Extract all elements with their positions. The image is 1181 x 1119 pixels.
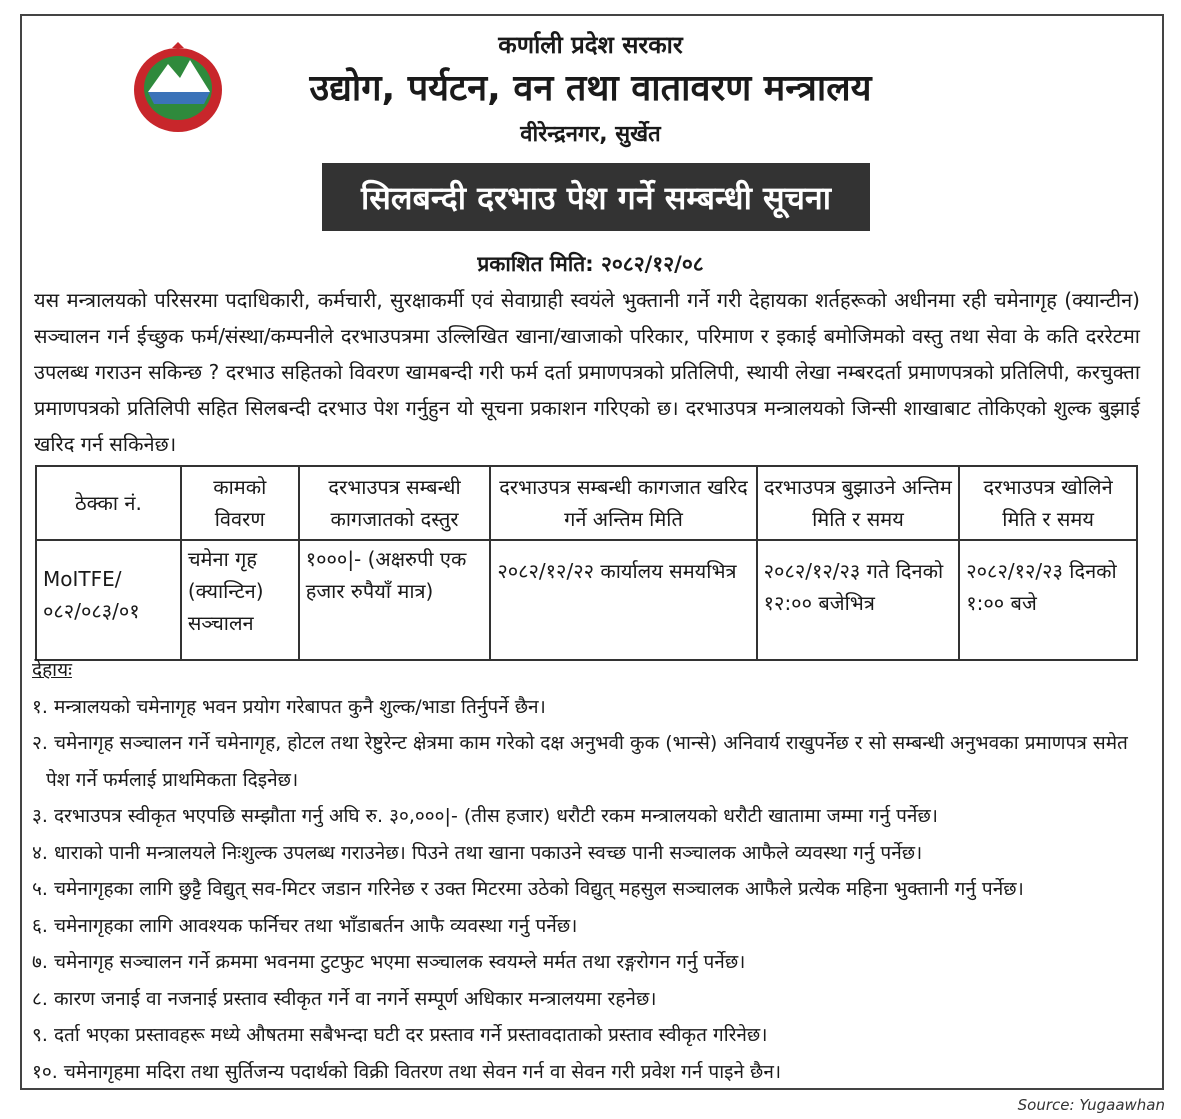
header-cell: दरभाउपत्र बुझाउने अन्तिम मिति र समय [757, 466, 960, 540]
condition-item: १. मन्त्रालयको चमेनागृह भवन प्रयोग गरेबापत कुनै शुल्क/भाडा तिर्नुपर्ने छैन। [32, 695, 546, 718]
table-header-row [36, 466, 1137, 540]
condition-item: ७. चमेनागृह सञ्चालन गर्ने क्रममा भवनमा टुटफुट भएमा सञ्चालक स्वयम्ले मर्मत तथा रङ्गरोगन गर्नु पर्नेछ। [32, 951, 746, 973]
header-cell: दरभाउपत्र सम्बन्धी कागजात खरिद गर्ने अन्तिम मिति [490, 466, 756, 540]
condition-item: ३. दरभाउपत्र स्वीकृत भएपछि सम्झौता गर्नु अघि रु. ३०,०००|- (तीस हजार) धरौटी रकम मन्त्रालयको धरौटी खातामा जम्मा गर्नु पर्नेछ। [32, 805, 938, 827]
table-row [36, 540, 1137, 660]
condition-item: २. चमेनागृह सञ्चालन गर्ने चमेनागृह, होटल तथा रेष्टुरेन्ट क्षेत्रमा काम गरेको दक्ष अनुभवी कुक (भान्से) अनिवार्य राखुपर्नेछ र सो सम्बन्धी अनुभवका प्रमाणपत्र समेत पेश गर्ने फर्मलाई प्राथमिकता दिइनेछ। [32, 732, 1128, 791]
tender-table [35, 465, 1138, 661]
header-cell: दरभाउपत्र खोलिने मिति र समय [959, 466, 1137, 540]
conditions-heading: देहायः [32, 659, 72, 681]
header-cell: ठेक्का नं. [36, 466, 181, 540]
table-cell: २०८२/१२/२२ कार्यालय समयभित्र [490, 540, 756, 660]
published-date: प्रकाशित मिति: २०८२/१२/०८ [477, 252, 704, 276]
table-cell: १०००|- (अक्षरुपी एक हजार रुपैयाँ मात्र) [299, 540, 491, 660]
source-credit: Source: Yugaawhan [1017, 1096, 1165, 1114]
condition-item: ६. चमेनागृहका लागि आवश्यक फर्निचर तथा भाँडाबर्तन आफै व्यवस्था गर्नु पर्नेछ। [32, 914, 578, 937]
condition-item: १०. चमेनागृहमा मदिरा तथा सुर्तिजन्य पदार्थको विक्री वितरण तथा सेवन गर्न वा सेवन गरी प्रवेश गर्न पाइने छैन। [32, 1060, 782, 1083]
government-name: कर्णाली प्रदेश सरकार [498, 31, 683, 59]
header-cell: कामको विवरण [181, 466, 299, 540]
location: वीरेन्द्रनगर, सुर्खेत [520, 122, 661, 147]
condition-item: ५. चमेनागृहका लागि छुट्टै विद्युत् सव-मिटर जडान गरिनेछ र उक्त मिटरमा उठेको विद्युत् महसुल सञ्चालक आफैले प्रत्येक महिना भुक्तानी गर्नु पर्नेछ। [32, 878, 1024, 900]
notice-title: सिलबन्दी दरभाउ पेश गर्ने सम्बन्धी सूचना [322, 163, 870, 231]
table-cell: चमेना गृह (क्यान्टिन) सञ्चालन [181, 540, 299, 660]
table-cell: २०८२/१२/२३ दिनको १:०० बजे [959, 540, 1137, 660]
condition-item: ८. कारण जनाई वा नजनाई प्रस्ताव स्वीकृत गर्ने वा नगर्ने सम्पूर्ण अधिकार मन्त्रालयमा रहनेछ। [32, 987, 657, 1010]
condition-item: ९. दर्ता भएका प्रस्तावहरू मध्ये औषतमा सबैभन्दा घटी दर प्रस्ताव गर्ने प्रस्तावदाताको प्रस्ताव स्वीकृत गरिनेछ। [32, 1024, 768, 1046]
table-cell: MoITFE/ ०८२/०८३/०१ [36, 540, 181, 660]
ministry-name: उद्योग, पर्यटन, वन तथा वातावरण मन्त्रालय [309, 68, 872, 109]
conditions-list [32, 652, 1152, 1090]
condition-item: ४. धाराको पानी मन्त्रालयले निःशुल्क उपलब्ध गराउनेछ। पिउने तथा खाना पकाउने स्वच्छ पानी सञ्चालक आफैले व्यवस्था गर्नु पर्नेछ। [32, 841, 923, 864]
header-cell: दरभाउपत्र सम्बन्धी कागजातको दस्तुर [299, 466, 491, 540]
notice-body: यस मन्त्रालयको परिसरमा पदाधिकारी, कर्मचारी, सुरक्षाकर्मी एवं सेवाग्राही स्वयंले भुक्तानी गर्ने गरी देहायका शर्तहरूको अधीनमा रही चमेनागृह (क्यान्टीन) सञ्चालन गर्न ईच्छुक फर्म/संस्था/कम्पनीले दरभाउपत्रमा उल्लिखित खाना/खाजाको परिकार, परिमाण र इकाई बमोजिमको वस्तु तथा सेवा के कति दररेटमा उपलब्ध गराउन सकिन्छ ? दरभाउ सहितको विवरण खामबन्दी गरी फर्म दर्ता प्रमाणपत्रको प्रतिलिपी, स्थायी लेखा नम्बरदर्ता प्रमाणपत्रको प्रतिलिपी, करचुक्ता प्रमाणपत्रको प्रतिलिपी सहित सिलबन्दी दरभाउ पेश गर्नुहुन यो सूचना प्रकाशन गरिएको छ। दरभाउपत्र मन्त्रालयको जिन्सी शाखाबाट तोकिएको शुल्क बुझाई खरिद गर्न सकिनेछ। [34, 288, 1140, 456]
table-cell: २०८२/१२/२३ गते दिनको १२:०० बजेभित्र [757, 540, 960, 660]
